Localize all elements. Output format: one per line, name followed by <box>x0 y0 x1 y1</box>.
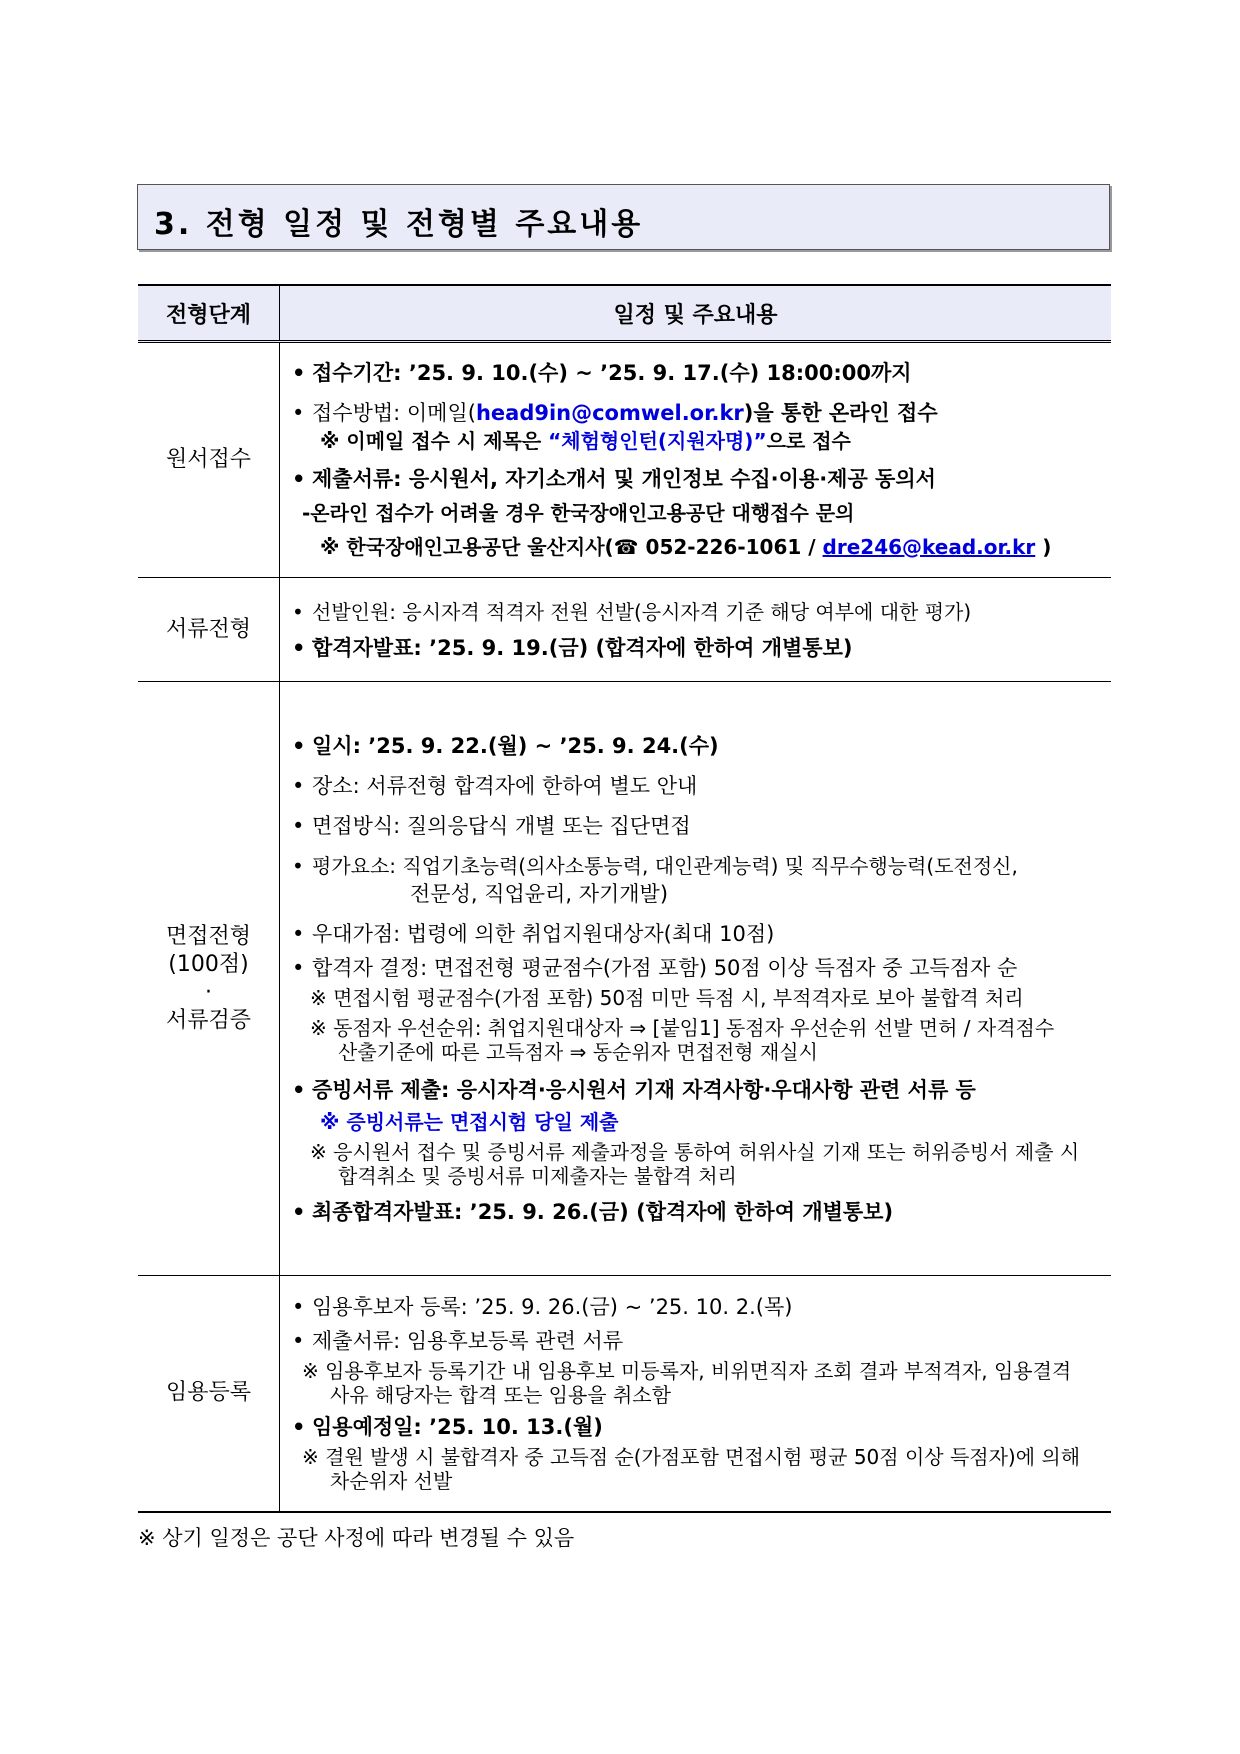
interview-place: • 장소: 서류전형 합격자에 한하여 별도 안내 <box>290 772 1103 800</box>
table-row-interview <box>138 682 1111 1276</box>
table-row-application <box>138 342 1111 578</box>
stage-interview-line4: 서류검증 <box>165 1007 251 1033</box>
contact-suffix: ) <box>1035 535 1052 559</box>
interview-decision: • 합격자 결정: 면접전형 평균점수(가점 포함) 50점 이상 득점자 중 고득점자 순 <box>290 954 1103 982</box>
content-application <box>280 342 1112 578</box>
stage-interview <box>138 682 280 1276</box>
vacancy-note: ※ 결원 발생 시 불합격자 중 고득점 순(가점포함 면접시험 평균 50점 이상 득점자)에 의해 <box>302 1445 1081 1470</box>
interview-method: • 면접방식: 질의응답식 개별 또는 집단면접 <box>290 812 1103 840</box>
table-header-row <box>138 285 1111 342</box>
email-subject-note <box>290 427 1103 455</box>
note-fail: ※ 면접시험 평균점수(가점 포함) 50점 미만 득점 시, 부적격자로 보아 불합격 처리 <box>310 985 1024 1010</box>
stage-interview-line1: 면접전형 <box>165 923 251 949</box>
interview-bonus: • 우대가점: 법령에 의한 취업지원대상자(최대 10점) <box>290 920 1103 948</box>
note-tie-cont: 산출기준에 따른 고득점자 ⇒ 동순위자 면접전형 재실시 <box>338 1039 818 1064</box>
interview-criteria: • 평가요소: 직업기초능력(의사소통능력, 대인관계능력) 및 직무수행능력(도전정신, <box>290 852 1103 880</box>
appointment-scheduled: • 임용예정일: ’25. 10. 13.(월) <box>290 1413 1103 1441</box>
application-email-link[interactable]: head9in@comwel.or.kr <box>475 401 744 425</box>
stage-interview-line3: · <box>205 979 212 1005</box>
cancel-note: ※ 임용후보자 등록기간 내 임용후보 미등록자, 비위면직자 조회 결과 부적격자, 임용결격 <box>302 1359 1072 1384</box>
method-suffix: )을 통한 온라인 접수 <box>743 401 938 425</box>
contact-email-link[interactable]: dre246@kead.or.kr <box>822 535 1036 559</box>
interview-evidence: • 증빙서류 제출: 응시자격·응시원서 기재 자격사항·우대사항 관련 서류 등 <box>290 1076 1103 1104</box>
content-appointment <box>280 1276 1112 1512</box>
false-note-cont: 합격취소 및 증빙서류 미제출자는 불합격 처리 <box>338 1163 737 1188</box>
table-row-document-screening <box>138 578 1111 682</box>
stage-application: 원서접수 <box>138 342 280 578</box>
contact-note <box>290 533 1103 561</box>
stage-appointment: 임용등록 <box>138 1276 280 1512</box>
appointment-registration: • 임용후보자 등록: ’25. 9. 26.(금) ~ ’25. 10. 2.(목) <box>290 1293 1103 1321</box>
header-content: 일정 및 주요내용 <box>280 285 1112 342</box>
screening-announcement: • 합격자발표: ’25. 9. 19.(금) (합격자에 한하여 개별통보) <box>290 634 1103 662</box>
note-tie: ※ 동점자 우선순위: 취업지원대상자 ⇒ [붙임1] 동점자 우선순위 선발 면허 / 자격점수 <box>310 1015 1055 1040</box>
subject-value: “체험형인턴(지원자명)” <box>548 429 767 453</box>
schedule-table <box>138 284 1111 1513</box>
section-title-box <box>137 184 1110 250</box>
header-stage: 전형단계 <box>138 285 280 342</box>
content-document-screening <box>280 578 1112 682</box>
table-row-appointment <box>138 1276 1111 1512</box>
offline-application: -온라인 접수가 어려울 경우 한국장애인고용공단 대행접수 문의 <box>302 501 855 525</box>
section-title: 3. 전형 일정 및 전형별 주요내용 <box>154 207 644 242</box>
content-interview <box>280 682 1112 1276</box>
application-documents: • 제출서류: 응시원서, 자기소개서 및 개인정보 수집·이용·제공 동의서 <box>290 465 1103 493</box>
screening-selection: • 선발인원: 응시자격 적격자 전원 선발(응시자격 기준 해당 여부에 대한 평가) <box>290 598 1103 626</box>
subject-suffix: 으로 접수 <box>766 429 851 453</box>
cancel-note-cont: 사유 해당자는 합격 또는 임용을 취소함 <box>330 1383 671 1408</box>
vacancy-note-cont: 차순위자 선발 <box>330 1469 453 1494</box>
false-note: ※ 응시원서 접수 및 증빙서류 제출과정을 통하여 허위사실 기재 또는 허위증빙서 제출 시 <box>310 1139 1080 1164</box>
application-method <box>290 399 1103 427</box>
footnote: ※ 상기 일정은 공단 사정에 따라 변경될 수 있음 <box>138 1526 575 1550</box>
contact-prefix: ※ 한국장애인고용공단 울산지사(☎ 052-226-1061 / <box>320 535 823 559</box>
method-prefix: 접수방법: 이메일( <box>312 401 476 425</box>
stage-interview-line2: (100점) <box>168 951 249 977</box>
stage-document-screening: 서류전형 <box>138 578 280 682</box>
evidence-note: ※ 증빙서류는 면접시험 당일 제출 <box>320 1109 619 1134</box>
interview-criteria-cont: 전문성, 직업윤리, 자기개발) <box>410 881 669 906</box>
subject-prefix: ※ 이메일 접수 시 제목은 <box>320 429 549 453</box>
interview-date: • 일시: ’25. 9. 22.(월) ~ ’25. 9. 24.(수) <box>290 732 1103 760</box>
appointment-documents: • 제출서류: 임용후보등록 관련 서류 <box>290 1327 1103 1355</box>
interview-final: • 최종합격자발표: ’25. 9. 26.(금) (합격자에 한하여 개별통보) <box>290 1198 1103 1226</box>
application-period: • 접수기간: ’25. 9. 10.(수) ~ ’25. 9. 17.(수) 18:00:00까지 <box>290 359 1103 387</box>
